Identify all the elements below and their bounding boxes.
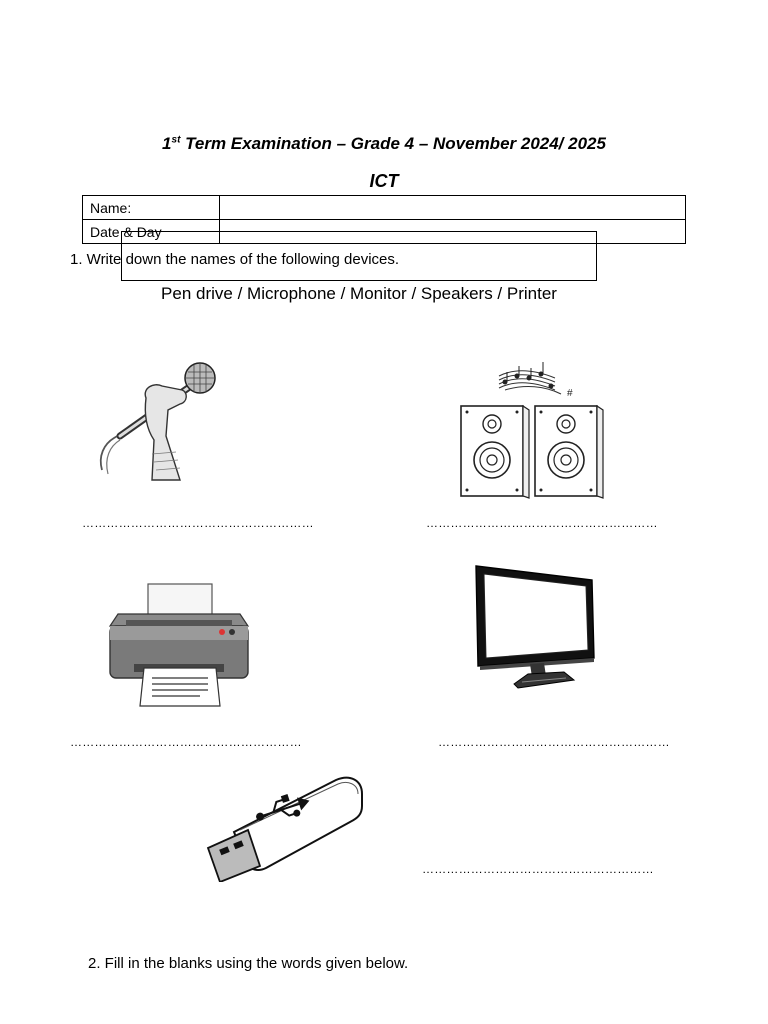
printer-icon xyxy=(104,580,254,712)
speakers-icon xyxy=(455,356,605,502)
answer-line-4[interactable]: ………………………………………………… xyxy=(438,735,670,749)
microphone-icon xyxy=(96,358,222,484)
answer-line-2[interactable]: ………………………………………………… xyxy=(426,516,658,530)
answer-line-5[interactable]: ………………………………………………… xyxy=(422,862,654,876)
monitor-icon xyxy=(470,562,602,690)
answer-line-3[interactable]: ………………………………………………… xyxy=(70,735,302,749)
question-1-text: 1. Write down the names of the following devices. xyxy=(70,251,400,268)
name-label: Name: xyxy=(83,196,220,220)
date-label: Date & Day xyxy=(83,220,220,244)
overlay-rectangle xyxy=(121,231,597,281)
answer-line-1[interactable]: ………………………………………………… xyxy=(82,516,314,530)
svg-text:#: # xyxy=(567,388,573,399)
pen-drive-icon xyxy=(204,772,366,882)
name-field[interactable] xyxy=(220,196,686,220)
exam-title: 1st Term Examination – Grade 4 – November 2024/ 2025 xyxy=(162,134,606,153)
question-2-text: 2. Fill in the blanks using the words given below. xyxy=(88,955,409,972)
word-bank: Pen drive / Microphone / Monitor / Speakers / Printer xyxy=(161,284,557,303)
subject-title: ICT xyxy=(369,171,399,191)
